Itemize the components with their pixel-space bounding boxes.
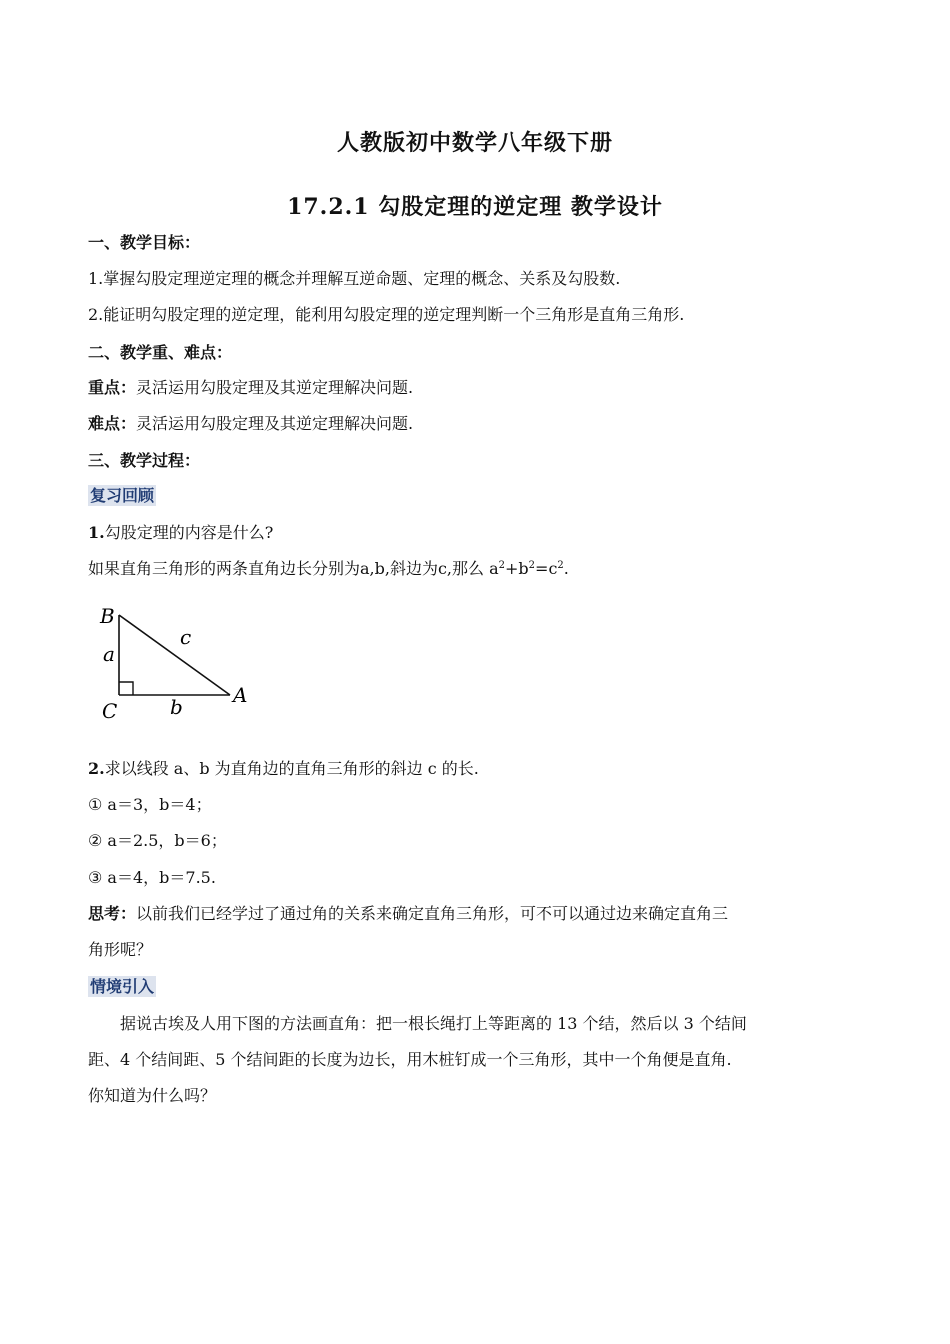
key-point-label: 重点： <box>88 378 137 397</box>
case-3: ③ a＝4，b＝7.5. <box>88 868 216 887</box>
key-point-text: 灵活运用勾股定理及其逆定理解决问题. <box>136 378 414 397</box>
lesson-title: 17.2.1 勾股定理的逆定理 教学设计 <box>287 194 663 220</box>
question-1-text: 勾股定理的内容是什么? <box>104 523 274 542</box>
intro-line-3: 你知道为什么吗？ <box>88 1086 217 1105</box>
question-2-text: 求以线段 a、b 为直角边的直角三角形的斜边 c 的长. <box>104 759 479 778</box>
answer-1 <box>88 558 868 580</box>
think-label: 思考： <box>88 904 137 923</box>
objective-item-1: 1.掌握勾股定理逆定理的概念并理解互逆命题、定理的概念、关系及勾股数. <box>88 269 621 288</box>
answer-1-equals: =c <box>535 559 558 578</box>
review-tag: 复习回顾 <box>90 486 155 505</box>
answer-1-exp-c: 2 <box>557 560 564 571</box>
side-ab-line <box>119 615 230 695</box>
question-2-number: 2. <box>88 759 105 778</box>
section-objectives-heading: 一、教学目标： <box>88 233 201 252</box>
side-b-label: b <box>170 695 183 719</box>
side-a-label: a <box>103 642 115 666</box>
answer-1-text: 如果直角三角形的两条直角边长分别为a,b,斜边为c,那么 a <box>88 559 499 578</box>
vertex-b-label: B <box>100 604 115 628</box>
think-text-1: 以前我们已经学过了通过角的关系来确定直角三角形，可不可以通过边来确定直角三 <box>136 904 729 923</box>
think-line-1 <box>88 903 868 925</box>
intro-tag-row <box>88 976 868 998</box>
vertex-c-label: C <box>102 699 118 723</box>
vertex-a-label: A <box>233 683 248 707</box>
question-1 <box>88 522 868 544</box>
objective-item-2: 2.能证明勾股定理的逆定理，能利用勾股定理的逆定理判断一个三角形是直角三角形. <box>88 305 685 324</box>
review-tag-row <box>88 485 868 507</box>
difficult-point-text: 灵活运用勾股定理及其逆定理解决问题. <box>136 414 414 433</box>
think-line-2: 角形呢？ <box>88 940 153 959</box>
question-2 <box>88 758 868 780</box>
side-c-label: c <box>180 625 192 649</box>
intro-line-1: 据说古埃及人用下图的方法画直角：把一根长绳打上等距离的 13 个结，然后以 3 个结间 <box>120 1014 747 1033</box>
answer-1-end: . <box>563 559 569 578</box>
section-process-heading: 三、教学过程： <box>88 451 201 470</box>
case-2: ② a＝2.5，b＝6； <box>88 831 227 850</box>
question-1-number: 1. <box>88 523 105 542</box>
document-title: 人教版初中数学八年级下册 <box>336 130 613 156</box>
section-key-points-heading: 二、教学重、难点： <box>88 343 233 362</box>
difficult-point <box>88 413 868 435</box>
right-angle-mark <box>119 682 133 695</box>
intro-line-2: 距、4 个结间距、5 个结间距的长度为边长，用木桩钉成一个三角形，其中一个角便是直角. <box>88 1050 732 1069</box>
intro-tag: 情境引入 <box>90 977 155 996</box>
answer-1-exp-a: 2 <box>498 560 506 571</box>
answer-1-exp-b: 2 <box>528 560 536 571</box>
right-triangle-figure <box>90 598 260 728</box>
difficult-point-label: 难点： <box>88 414 137 433</box>
case-1: ① a＝3，b＝4； <box>88 795 212 814</box>
answer-1-plus: +b <box>505 559 529 578</box>
key-point <box>88 377 868 399</box>
